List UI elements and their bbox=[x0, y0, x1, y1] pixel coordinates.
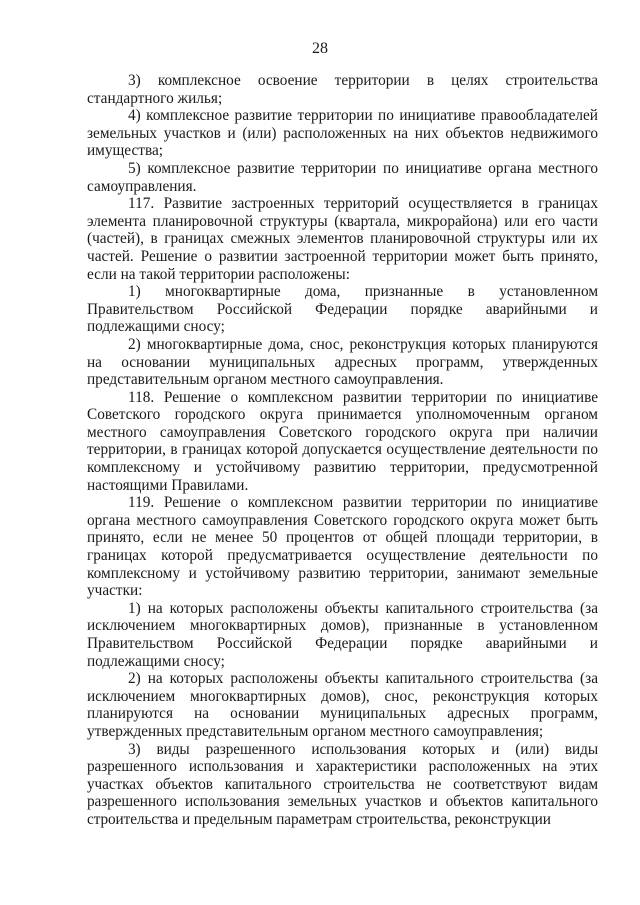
paragraph-item-4: 4) комплексное развитие территории по инициативе правообладателей земельных участков и (или) расположенных на них объектов недвижимого имущества; bbox=[87, 107, 598, 160]
paragraph-117-item-1: 1) многоквартирные дома, признанные в установленном Правительством Российской Федерации порядке аварийными и подлежащими сносу; bbox=[87, 283, 598, 336]
paragraph-119-item-3: 3) виды разрешенного использования которых и (или) виды разрешенного использования и характеристики расположенных на этих участках объектов капитального строительства не соответствуют видам разрешенного использования земельных участков и объектов капитального строительства и предельным параметрам строительства, реконструкции bbox=[87, 740, 598, 828]
paragraph-118: 118. Решение о комплексном развитии территории по инициативе Советского городского округа принимается уполномоченным органом местного самоуправления Советского городского округа при наличии территории, в границах которой допускается осуществление деятельности по комплексному и устойчивому развитию территории, предусмотренной настоящими Правилами. bbox=[87, 388, 598, 494]
paragraph-117: 117. Развитие застроенных территорий осуществляется в границах элемента планировочной структуры (квартала, микрорайона) или его части (частей), в границах смежных элементов планировочной структуры или их частей. Решение о развитии застроенной территории может быть принято, если на такой территории расположены: bbox=[87, 195, 598, 283]
page-number: 28 bbox=[312, 40, 328, 57]
paragraph-119-item-2: 2) на которых расположены объекты капитального строительства (за исключением многоквартирных домов), снос, реконструкция которых планируются на основании муниципальных адресных программ, утвержденных представительным органом местного самоуправления; bbox=[87, 670, 598, 740]
document-body bbox=[87, 72, 598, 829]
paragraph-item-5: 5) комплексное развитие территории по инициативе органа местного самоуправления. bbox=[87, 159, 598, 195]
paragraph-117-item-2: 2) многоквартирные дома, снос, реконструкция которых планируются на основании муниципальных адресных программ, утвержденных представительным органом местного самоуправления. bbox=[87, 335, 598, 389]
paragraph-item-3: 3) комплексное освоение территории в целях строительства стандартного жилья; bbox=[87, 72, 598, 107]
paragraph-119-item-1: 1) на которых расположены объекты капитального строительства (за исключением многоквартирных домов), признанные в установленном Правительством Российской Федерации порядке аварийными и подлежащими сносу; bbox=[87, 599, 598, 670]
paragraph-119: 119. Решение о комплексном развитии территории по инициативе органа местного самоуправления Советского городского округа может быть принято, если не менее 50 процентов от общей площади территории, в границах которой предусматривается осуществление деятельности по комплексному и устойчивому развитию территории, занимают земельные участки: bbox=[87, 494, 598, 600]
